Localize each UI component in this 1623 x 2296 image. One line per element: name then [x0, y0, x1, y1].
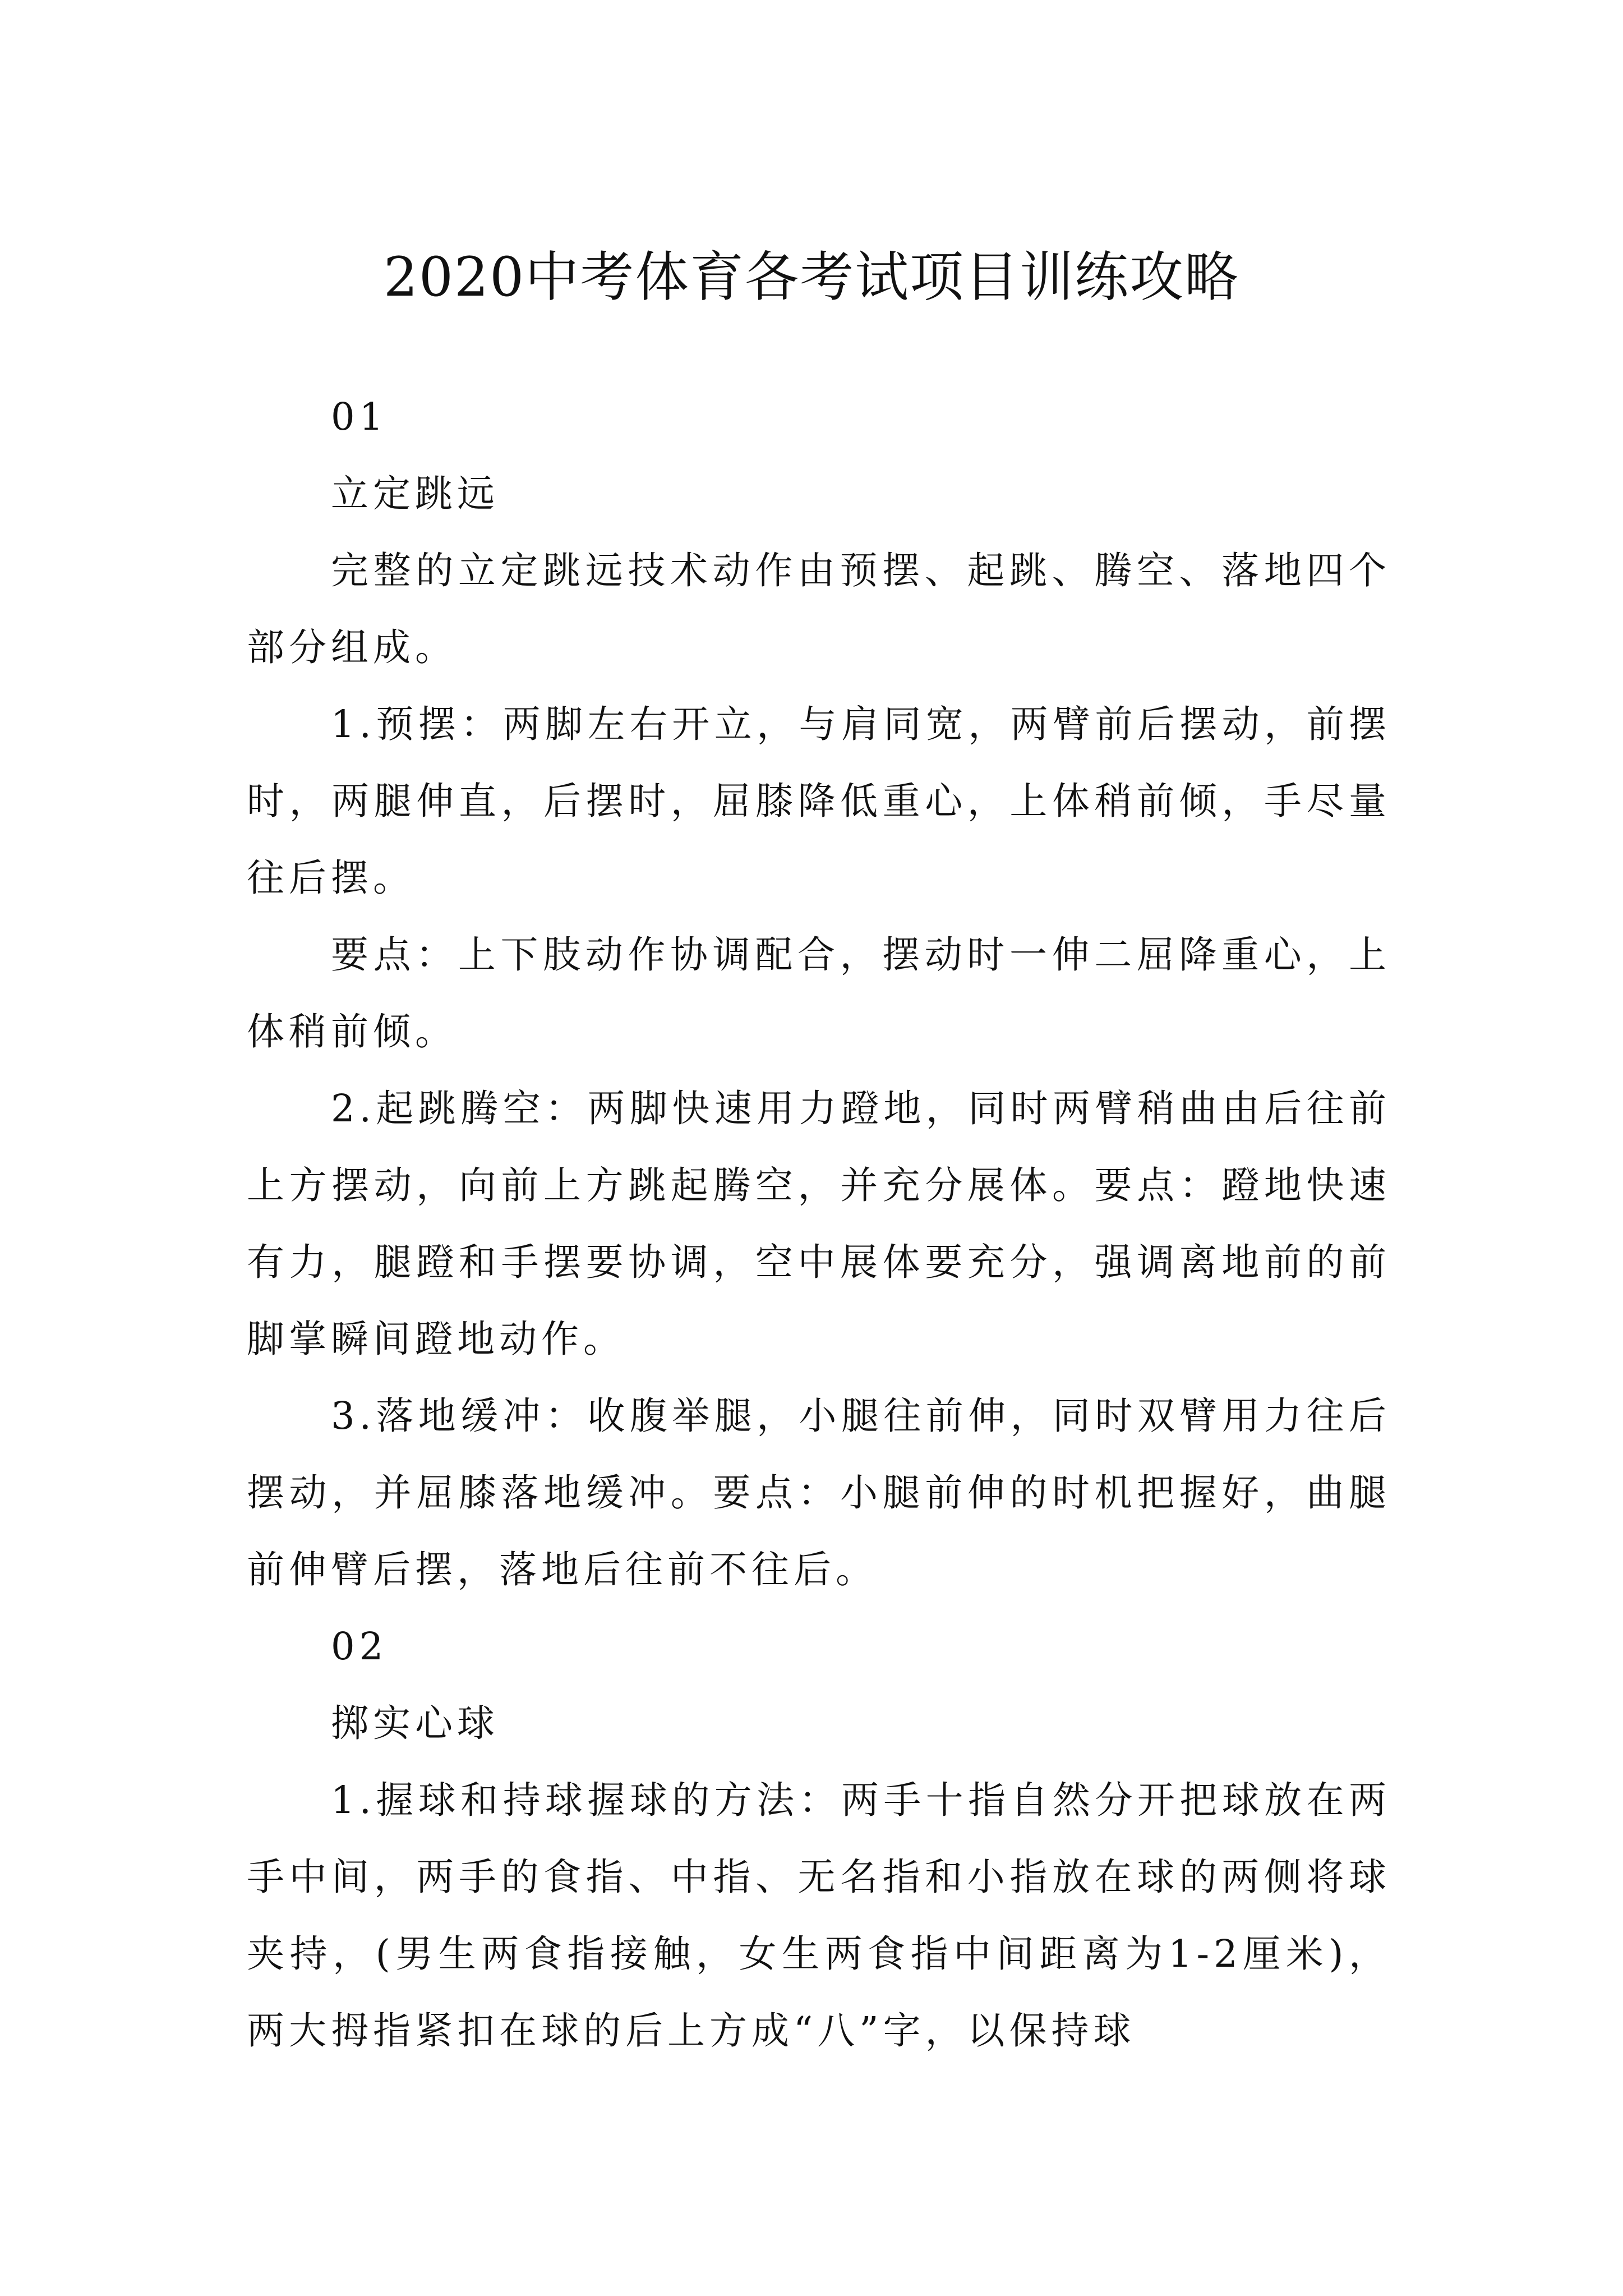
paragraph-key-points-1: 要点：上下肢动作协调配合，摆动时一伸二屈降重心，上体稍前倾。 — [247, 933, 1391, 1053]
section-heading-standing-long-jump: 立定跳远 — [331, 472, 499, 516]
document-title: 2020中考体育各考试项目训练攻略 — [383, 246, 1240, 309]
paragraph-step-1: 1.预摆：两脚左右开立，与肩同宽，两臂前后摆动，前摆时，两腿伸直，后摆时，屈膝降低重心，上体稍前倾，手尽量往后摆。 — [247, 702, 1391, 900]
paragraph-step-2: 2.起跳腾空：两脚快速用力蹬地，同时两臂稍曲由后往前上方摆动，向前上方跳起腾空，并充分展体。要点：蹬地快速有力，腿蹬和手摆要协调，空中展体要充分，强调离地前的前脚掌瞬间蹬地动作。 — [247, 1087, 1391, 1361]
section-number-02: 02 — [331, 1625, 388, 1668]
paragraph-intro: 完整的立定跳远技术动作由预摆、起跳、腾空、落地四个部分组成。 — [247, 549, 1391, 669]
paragraph-grip: 1.握球和持球握球的方法：两手十指自然分开把球放在两手中间，两手的食指、中指、无名指和小指放在球的两侧将球夹持，(男生两食指接触，女生两食指中间距离为1-2厘米)，两大拇指紧扣在球的后上方成“八”字，以保持球 — [247, 1778, 1391, 2053]
section-heading-shot-put: 掷实心球 — [331, 1701, 499, 1745]
paragraph-step-3: 3.落地缓冲：收腹举腿，小腿往前伸，同时双臂用力往后摆动，并屈膝落地缓冲。要点：小腿前伸的时机把握好，曲腿前伸臂后摆，落地后往前不往后。 — [247, 1394, 1391, 1591]
document-body — [247, 379, 1391, 2069]
section-number-01: 01 — [331, 395, 388, 439]
